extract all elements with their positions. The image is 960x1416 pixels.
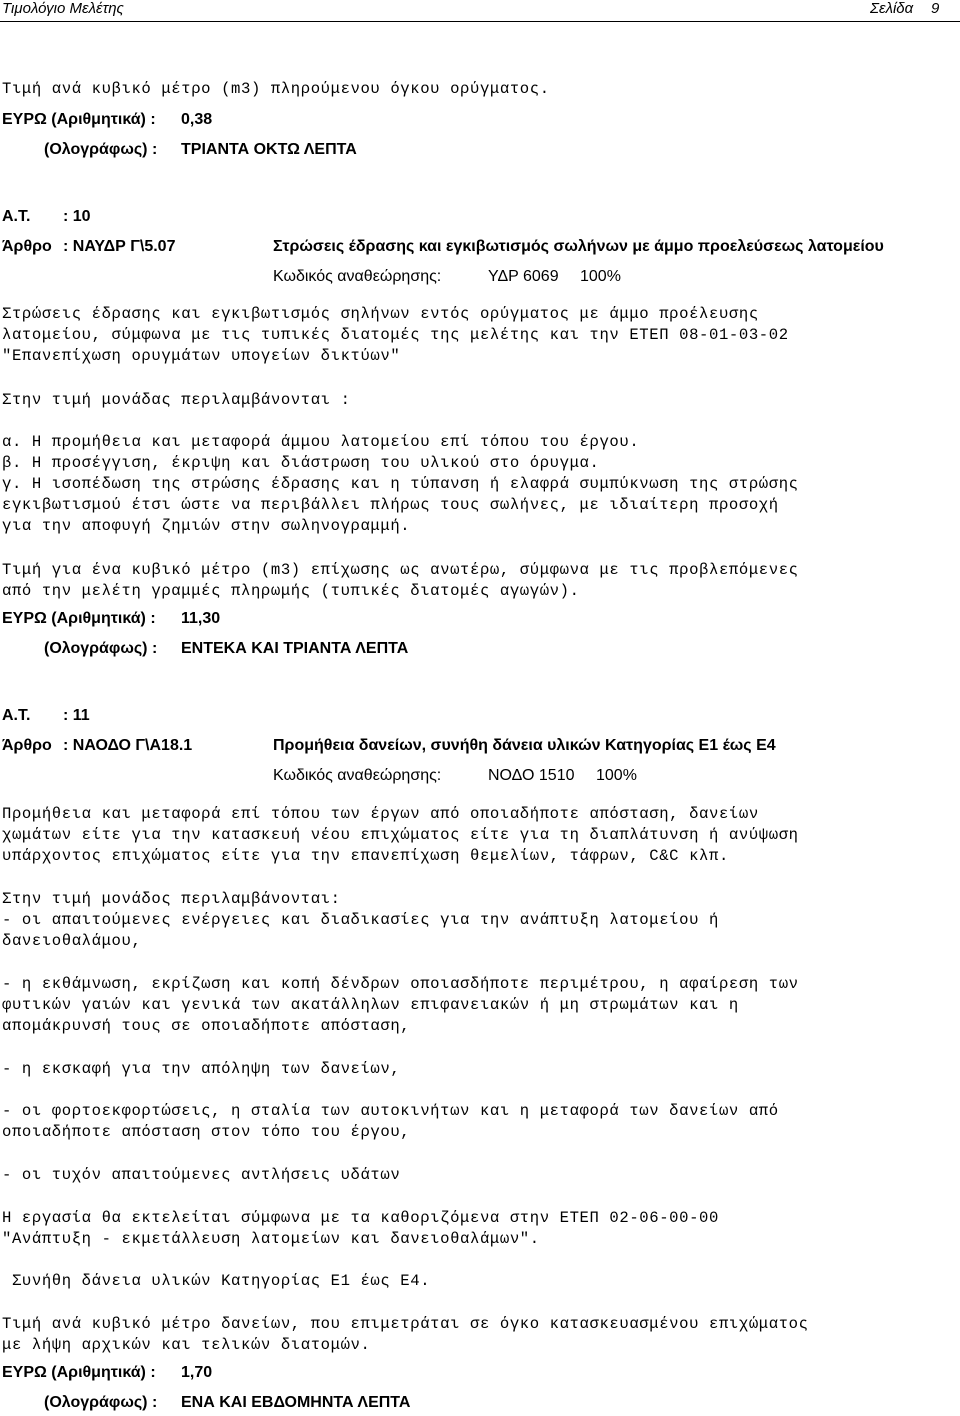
body-line: Στρώσεις έδρασης και εγκιβωτισμός σηλήνων εντός ορύγματος με άμμο προέλευσης bbox=[2, 305, 759, 323]
revision-percent: 100% bbox=[580, 268, 621, 285]
at-label: Α.Τ. bbox=[2, 208, 31, 225]
price-words-value: ΤΡΙΑΝΤΑ ΟΚΤΩ ΛΕΠΤΑ bbox=[181, 141, 357, 158]
price-words-label: (Ολογράφως) : bbox=[44, 141, 158, 158]
item-title-part2: συνήθη δάνεια υλικών Κατηγορίας Ε1 έως Ε4 bbox=[426, 737, 776, 754]
at-value: : 10 bbox=[63, 208, 91, 225]
article-label: Άρθρο bbox=[2, 737, 52, 754]
revision-code: ΝΟΔΟ 1510 bbox=[488, 767, 575, 784]
body-line: χωμάτων είτε για την κατασκευή νέου επιχώματος είτε για τη διαπλάτυνση ή ανύψωση bbox=[2, 826, 799, 844]
body-line: απομάκρυνσή τους σε οποιαδήποτε απόσταση, bbox=[2, 1017, 411, 1035]
header-rule bbox=[0, 21, 960, 22]
item-title: Στρώσεις έδρασης και εγκιβωτισμός σωλήνων με άμμο προελεύσεως λατομείου bbox=[273, 238, 884, 255]
revision-code: ΥΔΡ 6069 bbox=[488, 268, 559, 285]
revision-label: Κωδικός αναθεώρησης: bbox=[273, 767, 442, 784]
body-line: - οι τυχόν απαιτούμενες αντλήσεις υδάτων bbox=[2, 1166, 401, 1184]
page-number: 9 bbox=[931, 0, 940, 17]
article-value: : ΝΑΥΔΡ Γ\5.07 bbox=[63, 238, 176, 255]
revision-percent: 100% bbox=[596, 767, 637, 784]
body-line: από την μελέτη γραμμές πληρωμής (τυπικές διατομές αγωγών). bbox=[2, 582, 580, 600]
body-line: δανειοθαλάμου, bbox=[2, 932, 142, 950]
body-line: Στην τιμή μονάδος περιλαμβάνονται: bbox=[2, 890, 341, 908]
document-title: Τιμολόγιο Μελέτης bbox=[2, 0, 124, 17]
body-line: "Ανάπτυξη - εκμετάλλευση λατομείων και δανειοθαλάμων". bbox=[2, 1230, 540, 1248]
price-numeric-label: ΕΥΡΩ (Αριθμητικά) : bbox=[2, 610, 156, 627]
item-title bbox=[273, 737, 776, 755]
body-line: με λήψη αρχικών και τελικών διατομών. bbox=[2, 1336, 371, 1354]
body-line: γ. Η ισοπέδωση της στρώσης έδρασης και η τύπανση ή ελαφρά συμπύκνωση της στρώσης bbox=[2, 475, 799, 493]
body-line: - η εκσκαφή για την απόληψη των δανείων, bbox=[2, 1060, 401, 1078]
price-numeric-value: 1,70 bbox=[181, 1364, 213, 1381]
body-line: οποιαδήποτε απόσταση στον τόπο του έργου, bbox=[2, 1123, 411, 1141]
at-value: : 11 bbox=[63, 707, 90, 724]
at-label: Α.Τ. bbox=[2, 707, 31, 724]
body-line: α. Η προμήθεια και μεταφορά άμμου λατομείου επί τόπου του έργου. bbox=[2, 433, 640, 451]
article-value: : ΝΑΟΔΟ Γ\Α18.1 bbox=[63, 737, 193, 754]
price-numeric-label: ΕΥΡΩ (Αριθμητικά) : bbox=[2, 111, 156, 128]
body-line: Τιμή ανά κυβικό μέτρο δανείων, που επιμετράται σε όγκο κατασκευασμένου επιχώματος bbox=[2, 1315, 809, 1333]
page-label: Σελίδα bbox=[870, 0, 914, 17]
body-line: Η εργασία θα εκτελείται σύμφωνα με τα καθοριζόμενα στην ΕΤΕΠ 02-06-00-00 bbox=[2, 1209, 719, 1227]
body-line: - οι φορτοεκφορτώσεις, η σταλία των αυτοκινήτων και η μεταφορά των δανείων από bbox=[2, 1102, 779, 1120]
body-line: φυτικών γαιών και γενικά των ακατάλληλων επιφανειακών ή μη στρωμάτων και η bbox=[2, 996, 739, 1014]
body-line: υπάρχοντος επιχώματος είτε για την επανεπίχωση θεμελίων, τάφρων, C&C κλπ. bbox=[2, 847, 729, 865]
revision-label: Κωδικός αναθεώρησης: bbox=[273, 268, 442, 285]
body-line: - οι απαιτούμενες ενέργειες και διαδικασίες για την ανάπτυξη λατομείου ή bbox=[2, 911, 719, 929]
price-words-label: (Ολογράφως) : bbox=[44, 1394, 158, 1411]
body-line: λατομείου, σύμφωνα με τις τυπικές διατομές της μελέτης και την ΕΤΕΠ 08-01-03-02 bbox=[2, 326, 789, 344]
body-line: Στην τιμή μονάδας περιλαμβάνονται : bbox=[2, 391, 351, 409]
price-words-value: ΕΝΑ ΚΑΙ ΕΒΔΟΜΗΝΤΑ ΛΕΠΤΑ bbox=[181, 1394, 411, 1411]
price-numeric-value: 0,38 bbox=[181, 111, 213, 128]
body-line: β. Η προσέγγιση, έκριψη και διάστρωση του υλικού στο όρυγμα. bbox=[2, 454, 600, 472]
body-line: Προμήθεια και μεταφορά επί τόπου των έργων από οποιαδήποτε απόσταση, δανείων bbox=[2, 805, 759, 823]
article-label: Άρθρο bbox=[2, 238, 52, 255]
body-line: εγκιβωτισμού έτσι ώστε να περιβάλλει πλήρως τους σωλήνες, με ιδιαίτερη προσοχή bbox=[2, 496, 779, 514]
body-line: "Επανεπίχωση ορυγμάτων υπογείων δικτύων" bbox=[2, 347, 401, 365]
item-title-part1: Προμήθεια δανείων, bbox=[273, 737, 427, 754]
body-line: Τιμή για ένα κυβικό μέτρο (m3) επίχωσης ως ανωτέρω, σύμφωνα με τις προβλεπόμενες bbox=[2, 561, 799, 579]
body-line: για την αποφυγή ζημιών στην σωληνογραμμή. bbox=[2, 517, 411, 535]
price-numeric-label: ΕΥΡΩ (Αριθμητικά) : bbox=[2, 1364, 156, 1381]
price-words-value: ΕΝΤΕΚΑ ΚΑΙ ΤΡΙΑΝΤΑ ΛΕΠΤΑ bbox=[181, 640, 409, 657]
description-text: Τιμή ανά κυβικό μέτρο (m3) πληρούμενου όγκου ορύγματος. bbox=[2, 80, 550, 98]
price-words-label: (Ολογράφως) : bbox=[44, 640, 158, 657]
body-line: - η εκθάμνωση, εκρίζωση και κοπή δένδρων οποιασδήποτε περιμέτρου, η αφαίρεση των bbox=[2, 975, 799, 993]
price-numeric-value: 11,30 bbox=[181, 610, 221, 627]
body-line: Συνήθη δάνεια υλικών Κατηγορίας Ε1 έως Ε4. bbox=[2, 1272, 431, 1290]
